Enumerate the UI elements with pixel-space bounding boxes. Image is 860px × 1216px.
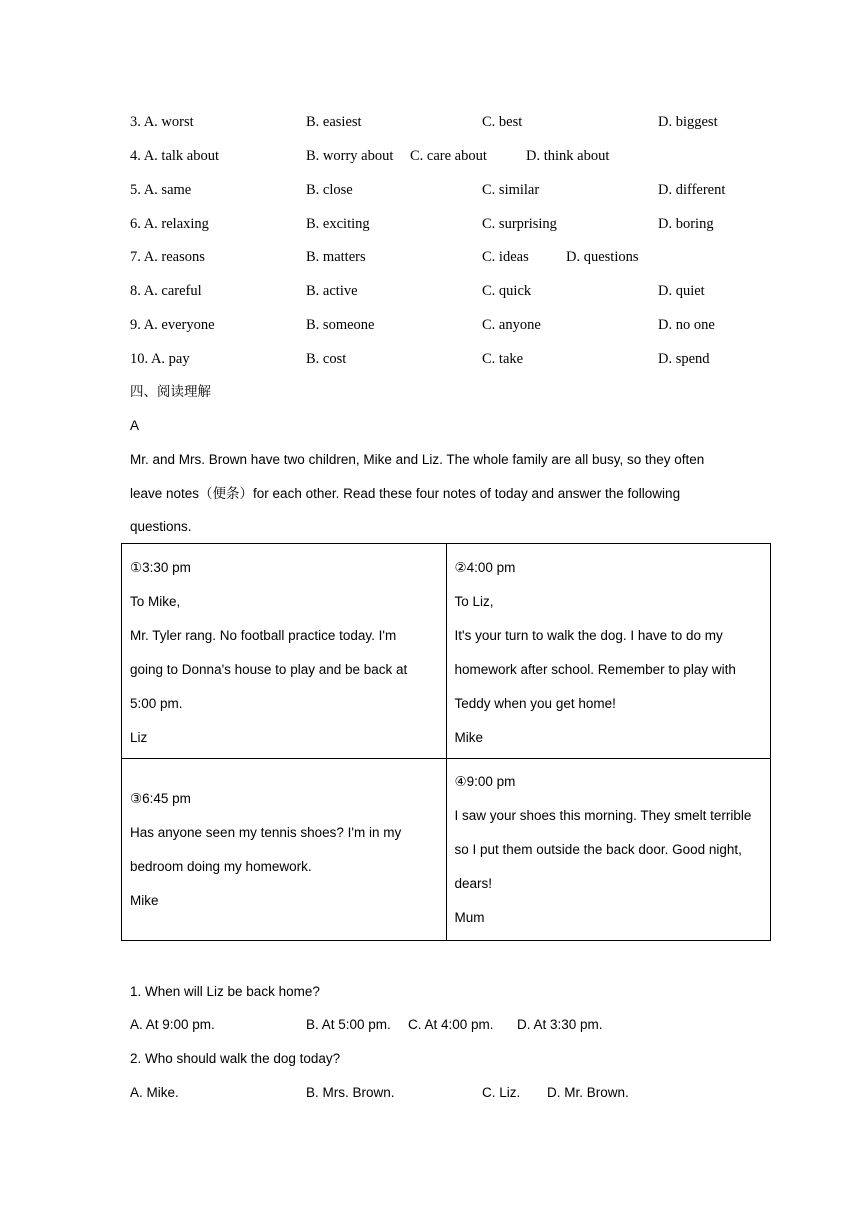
option-d: D. quiet <box>658 283 705 299</box>
note-line: To Mike, <box>130 594 181 609</box>
option-b: B. cost <box>306 351 347 367</box>
option-b: B. worry about <box>306 148 394 164</box>
answer-option-c: C. Liz. <box>482 1085 521 1100</box>
option-c: C. ideas <box>482 249 529 265</box>
note-line: Has anyone seen my tennis shoes? I'm in my <box>130 825 402 840</box>
note-cell <box>446 544 771 759</box>
option-d: D. questions <box>566 249 639 265</box>
answer-option-b: B. At 5:00 pm. <box>306 1017 391 1032</box>
answer-option-c: C. At 4:00 pm. <box>408 1017 494 1032</box>
option-a: 7. A. reasons <box>130 249 205 265</box>
option-c: C. quick <box>482 283 532 299</box>
answer-option-d: D. Mr. Brown. <box>547 1085 629 1100</box>
question-text: 2. Who should walk the dog today? <box>130 1051 341 1066</box>
option-a: 10. A. pay <box>130 351 190 367</box>
option-d: D. biggest <box>658 114 718 130</box>
note-line: Mr. Tyler rang. No football practice today. I'm <box>130 628 397 643</box>
answer-option-a: A. Mike. <box>130 1085 179 1100</box>
option-c: C. take <box>482 351 524 367</box>
option-c: C. best <box>482 114 523 130</box>
answer-option-b: B. Mrs. Brown. <box>306 1085 395 1100</box>
question-text: 1. When will Liz be back home? <box>130 984 320 999</box>
note-signature: Mike <box>130 893 159 908</box>
note-line: bedroom doing my homework. <box>130 859 312 874</box>
option-d: D. spend <box>658 351 710 367</box>
option-d: D. no one <box>658 317 715 333</box>
note-line: dears! <box>454 876 493 891</box>
note-signature: Mike <box>454 730 484 745</box>
option-b: B. someone <box>306 317 375 333</box>
note-time: ④9:00 pm <box>454 774 516 789</box>
option-c: C. care about <box>410 148 487 164</box>
option-a: 5. A. same <box>130 182 192 198</box>
note-line: It's your turn to walk the dog. I have to do my <box>454 628 723 643</box>
note-line: homework after school. Remember to play with <box>454 662 736 677</box>
note-time: ①3:30 pm <box>130 560 191 575</box>
section-heading: 四、阅读理解 <box>130 384 211 399</box>
note-line: I saw your shoes this morning. They smelt terrible <box>454 808 752 823</box>
note-line: going to Donna's house to play and be back at <box>130 662 408 677</box>
intro-line: leave notes（便条）for each other. Read these four notes of today and answer the following <box>130 486 681 501</box>
option-b: B. active <box>306 283 358 299</box>
note-time: ③6:45 pm <box>130 791 191 806</box>
option-c: C. surprising <box>482 216 557 232</box>
answer-option-a: A. At 9:00 pm. <box>130 1017 215 1032</box>
intro-line: questions. <box>130 519 192 534</box>
note-cell <box>446 759 771 941</box>
option-a: 6. A. relaxing <box>130 216 209 232</box>
option-d: D. boring <box>658 216 714 232</box>
option-d: D. think about <box>526 148 610 164</box>
note-time: ②4:00 pm <box>454 560 516 575</box>
option-a: 9. A. everyone <box>130 317 215 333</box>
option-a: 3. A. worst <box>130 114 194 130</box>
note-signature: Mum <box>454 910 485 925</box>
note-cell <box>122 544 447 759</box>
note-cell <box>122 759 447 941</box>
passage-label: A <box>130 418 140 433</box>
option-c: C. similar <box>482 182 540 198</box>
option-b: B. matters <box>306 249 366 265</box>
option-a: 8. A. careful <box>130 283 202 299</box>
option-a: 4. A. talk about <box>130 148 220 164</box>
note-line: To Liz, <box>454 594 494 609</box>
note-signature: Liz <box>130 730 148 745</box>
note-line: Teddy when you get home! <box>454 696 616 711</box>
answer-option-d: D. At 3:30 pm. <box>517 1017 603 1032</box>
option-b: B. easiest <box>306 114 362 130</box>
intro-line: Mr. and Mrs. Brown have two children, Mike and Liz. The whole family are all busy, so they often <box>130 452 705 467</box>
option-b: B. close <box>306 182 353 198</box>
notes-table <box>121 543 771 941</box>
option-b: B. exciting <box>306 216 370 232</box>
option-c: C. anyone <box>482 317 541 333</box>
note-line: so I put them outside the back door. Good night, <box>454 842 742 857</box>
option-d: D. different <box>658 182 726 198</box>
note-line: 5:00 pm. <box>130 696 183 711</box>
